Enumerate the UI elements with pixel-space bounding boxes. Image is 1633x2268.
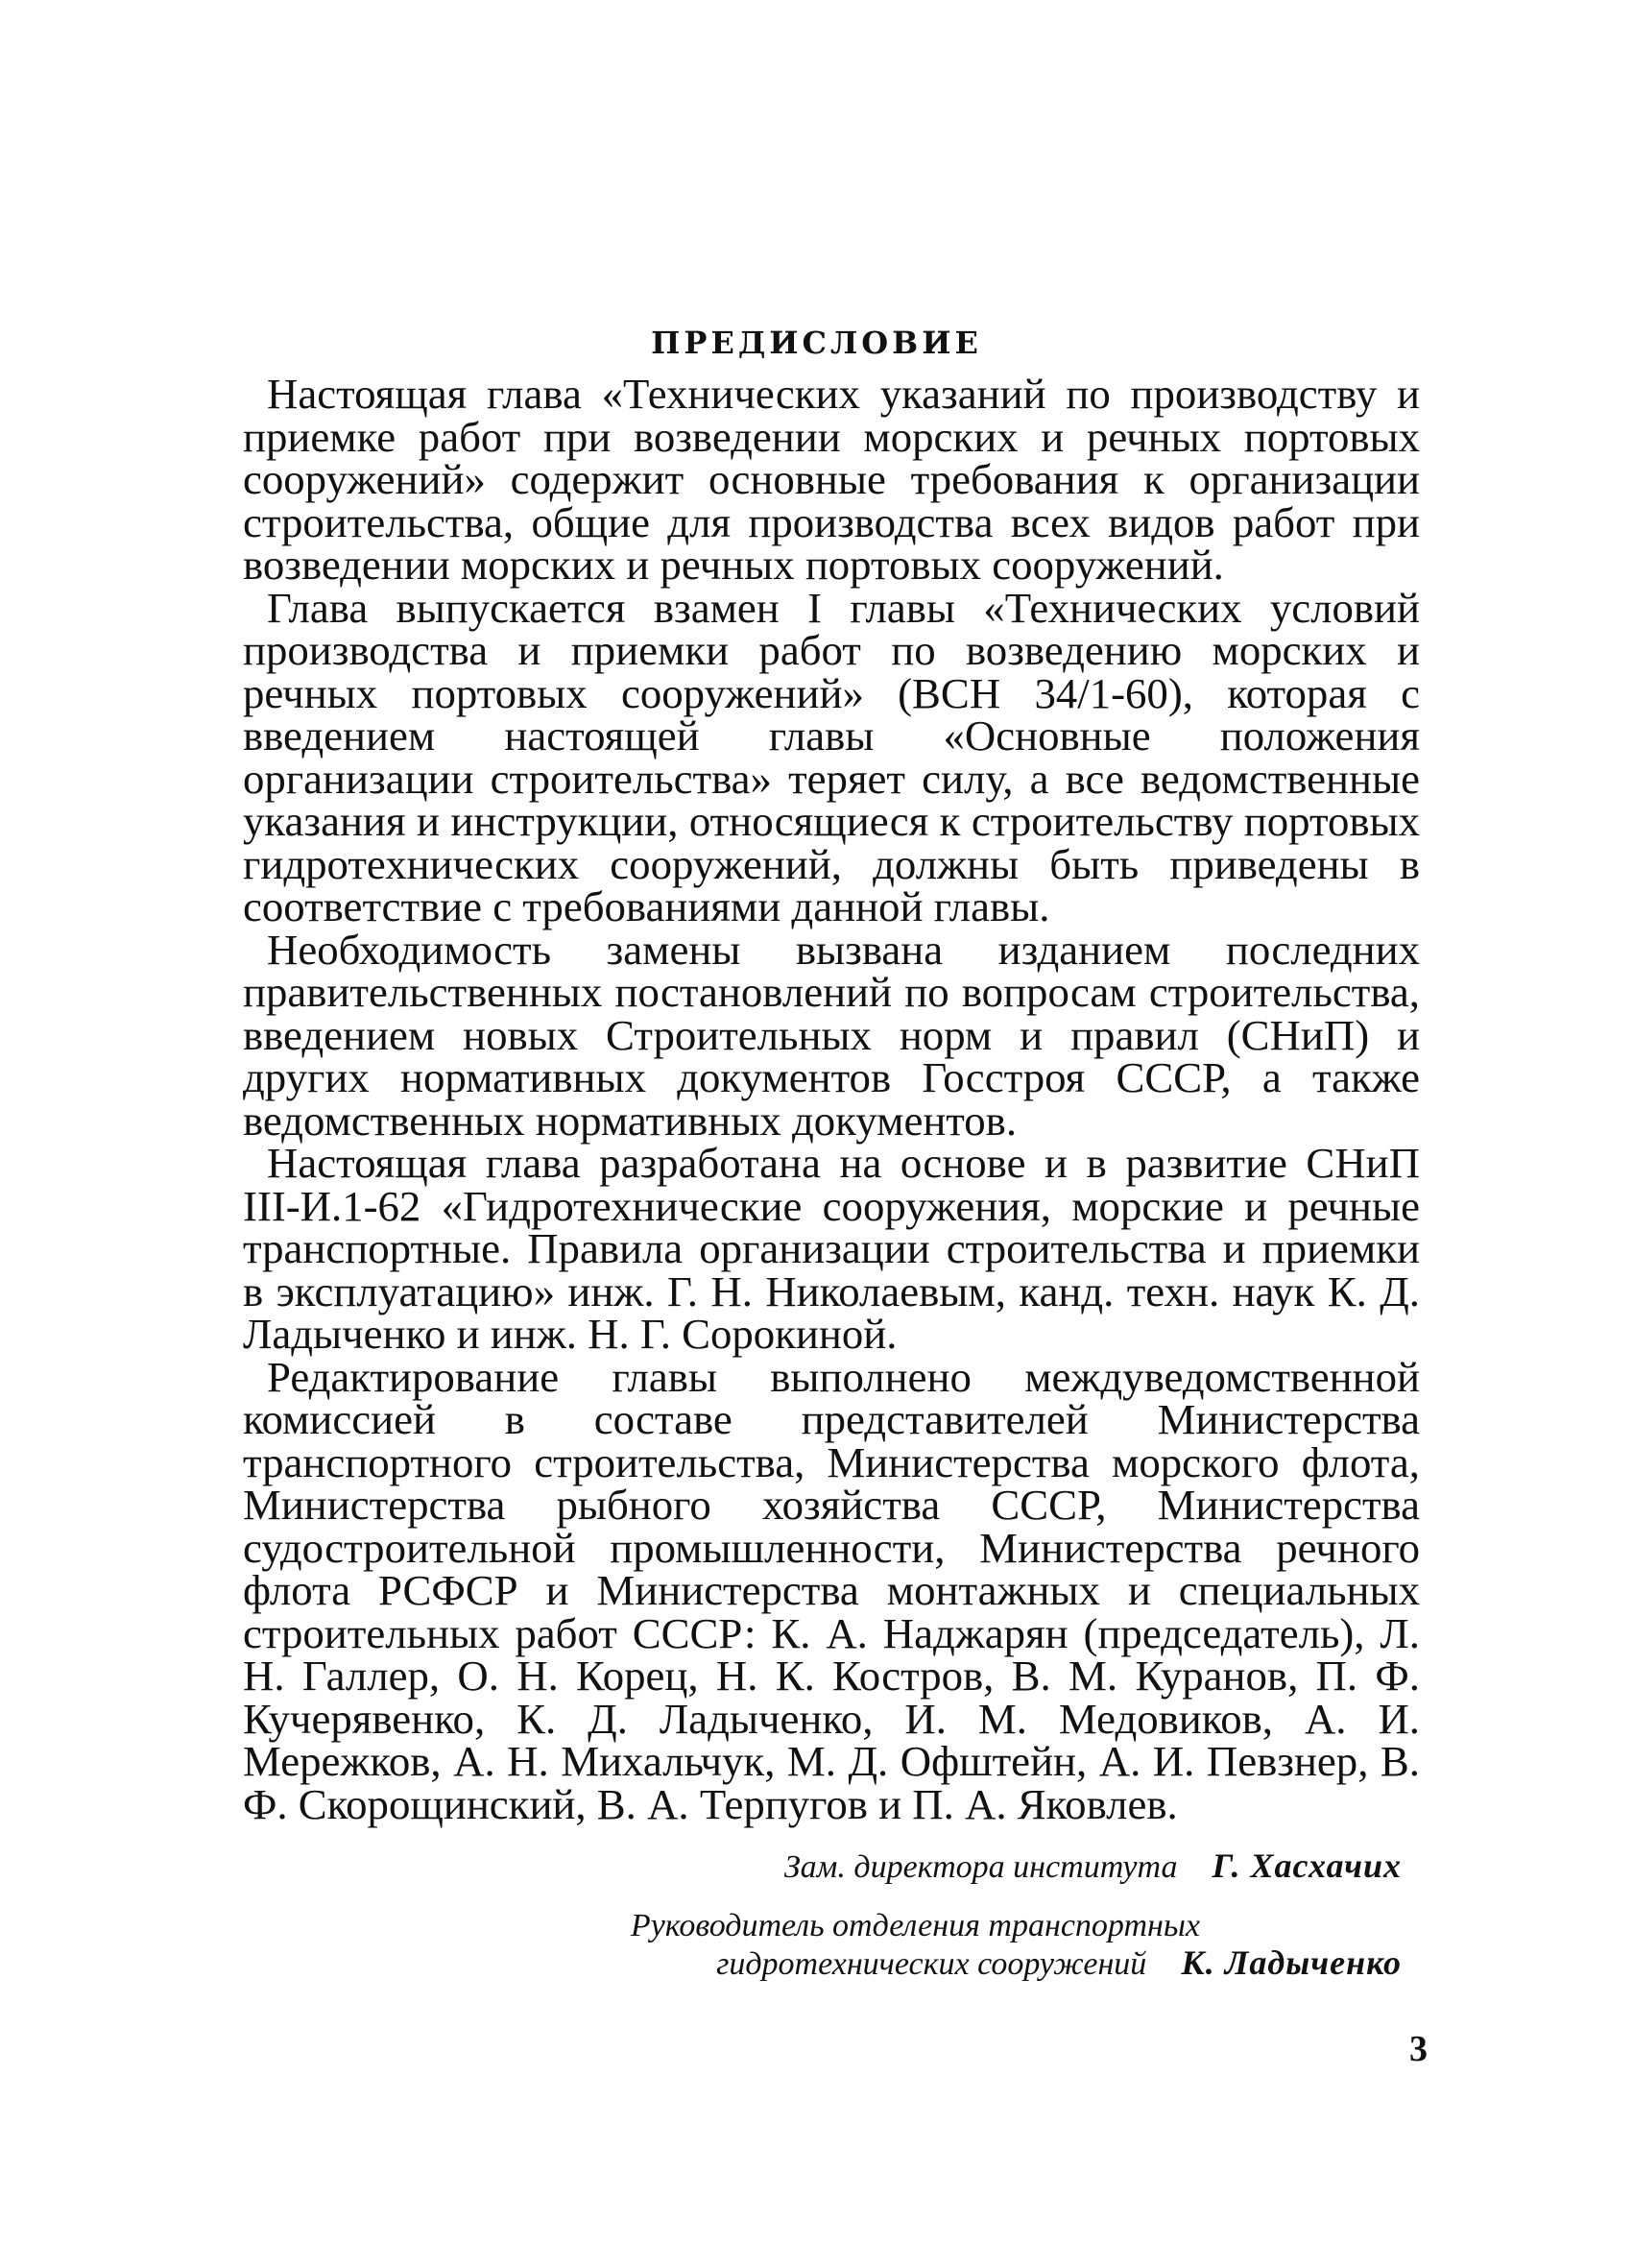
paragraph-authors: Настоящая глава разработана на основе и в развитие СНиП III-И.1-62 «Гидротехнические сооружения, морские и речные транспортные. Правила организации строительства и приемки в эксплуатацию» инж. Г. Н. Николаевым, канд. техн. наук К. Д. Ладыченко и инж. Н. Г. Сорокиной.	[243, 1139, 1420, 1358]
signature-position-line2: гидротехнических сооружений К. Ладыченко	[716, 1943, 1402, 1982]
signature-department-head	[422, 1908, 1402, 1983]
signature-position-line1: Руководитель отделения транспортных	[630, 1908, 1200, 1943]
signature-deputy-director	[422, 1846, 1402, 1887]
paragraph-replacement: Глава выпускается взамен I главы «Технических условий производства и приемки работ по возведению морских и речных портовых сооружений» (ВСН 34/1-60), которая с введением настоящей главы «Основные положения организации строительства» теряет силу, а все ведомственные указания и инструкции, относящиеся к строительству портовых гидротехнических сооружений, должны быть приведены в соответствие с требованиями данной главы.	[243, 583, 1420, 930]
signature-block	[422, 1846, 1402, 1983]
page-number: 3	[1409, 2029, 1428, 2069]
paragraph-purpose: Настоящая глава «Технических указаний по производству и приемке работ при возведении морских и речных портовых сооружений» содержит основные требования к организации строительства, общие для производства всех видов работ при возведении морских и речных портовых сооружений.	[243, 370, 1420, 589]
signature-name: К. Ладыченко	[1181, 1943, 1402, 1982]
page-title: ПРЕДИСЛОВИЕ	[651, 325, 982, 361]
preface-body	[243, 370, 1420, 1828]
paragraph-necessity: Необходимость замены вызвана изданием последних правительственных постановлений по вопросам строительства, введением новых Строительных норм и правил (СНиП) и других нормативных документов Госстроя СССР, а также ведомственных нормативных документов.	[243, 925, 1420, 1145]
signature-name: Г. Хасхачих	[1212, 1846, 1402, 1885]
signature-position: Зам. директора института	[783, 1849, 1178, 1885]
paragraph-commission: Редактирование главы выполнено междуведомственной комиссией в составе представителей Министерства транспортного строительства, Министерства морского флота, Министерства рыбного хозяйства СССР, Министерства судостроительной промышленности, Министерства речного флота РСФСР и Министерства монтажных и специальных строительных работ СССР: К. А. Наджарян (председатель), Л. Н. Галлер, О. Н. Корец, Н. К. Костров, В. М. Куранов, П. Ф. Кучерявенко, К. Д. Ладыченко, И. М. Медовиков, А. И. Мережков, А. Н. Михальчук, М. Д. Офштейн, А. И. Певзнер, В. Ф. Скорощинский, В. А. Терпугов и П. А. Яковлев.	[243, 1352, 1420, 1828]
